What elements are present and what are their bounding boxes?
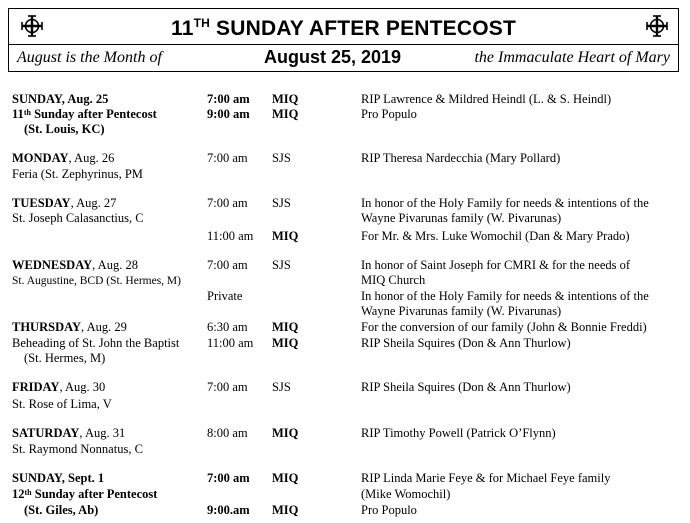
celebrant: SJS — [272, 380, 291, 394]
bulletin-date: August 25, 2019 — [264, 47, 402, 67]
day-heading: TUESDAY, Aug. 27 — [12, 196, 117, 210]
mass-intention: RIP Sheila Squires (Don & Ann Thurlow) — [361, 380, 571, 394]
mass-intention: RIP Lawrence & Mildred Heindl (L. & S. Heindl) — [361, 92, 612, 106]
month-dedication-left: August is the Month of — [17, 49, 162, 66]
celebrant: MIQ — [272, 503, 299, 517]
celebrant: SJS — [272, 258, 291, 272]
mass-time: 7:00 am — [207, 92, 250, 106]
mass-time: 9:00 am — [207, 107, 250, 121]
mass-intention: Pro Populo — [361, 503, 417, 517]
day-heading: FRIDAY, Aug. 30 — [12, 380, 106, 394]
feast-name: Feria (St. Zephyrinus, PM — [12, 167, 143, 181]
celebrant: MIQ — [272, 107, 299, 121]
feast-name: St. Joseph Calasanctius, C — [12, 211, 144, 225]
header-divider — [9, 44, 678, 45]
day-heading: SUNDAY, Sept. 1 — [12, 471, 105, 485]
mass-intention: For the conversion of our family (John & Bonnie Freddi) — [361, 320, 647, 334]
mass-time: 7:00 am — [207, 471, 250, 485]
celebrant: MIQ — [272, 92, 299, 106]
feast-name: St. Rose of Lima, V — [12, 397, 112, 411]
mass-time: 7:00 am — [207, 380, 248, 394]
feast-name: 11th Sunday after Pentecost — [12, 107, 157, 121]
celebrant: MIQ — [272, 336, 299, 350]
feast-name: St. Raymond Nonnatus, C — [12, 442, 143, 456]
celebrant: SJS — [272, 196, 291, 210]
mass-intention: In honor of the Holy Family for needs & intentions of the — [361, 289, 649, 303]
feast-name: 12th Sunday after Pentecost — [12, 487, 158, 501]
mass-time: 7:00 am — [207, 151, 248, 165]
day-heading: THURSDAY, Aug. 29 — [12, 320, 127, 334]
day-heading: SUNDAY, Aug. 25 — [12, 92, 109, 106]
month-dedication-right: the Immaculate Heart of Mary — [474, 49, 670, 66]
mass-time: 11:00 am — [207, 336, 254, 350]
feast-commemoration: (St. Giles, Ab) — [24, 503, 99, 517]
day-heading: SATURDAY, Aug. 31 — [12, 426, 126, 440]
mass-intention-cont: (Mike Womochil) — [361, 487, 451, 501]
page-title: 11TH SUNDAY AFTER PENTECOST — [170, 16, 517, 40]
mass-intention: For Mr. & Mrs. Luke Womochil (Dan & Mary Prado) — [361, 229, 630, 243]
mass-time: 6:30 am — [207, 320, 248, 334]
mass-intention: Pro Populo — [361, 107, 417, 121]
bulletin-header — [8, 8, 679, 72]
mass-intention: RIP Timothy Powell (Patrick O’Flynn) — [361, 426, 556, 440]
mass-intention: In honor of the Holy Family for needs & intentions of the — [361, 196, 649, 210]
celebrant: MIQ — [272, 229, 299, 243]
feast-name: St. Augustine, BCD (St. Hermes, M) — [12, 275, 181, 287]
mass-intention: In honor of Saint Joseph for CMRI & for the needs of — [361, 258, 631, 272]
celebrant: MIQ — [272, 426, 299, 440]
feast-commemoration: (St. Louis, KC) — [24, 122, 105, 136]
mass-time: 9:00.am — [207, 503, 250, 517]
mass-intention-cont: Wayne Pivarunas family (W. Pivarunas) — [361, 211, 562, 225]
celebrant: SJS — [272, 151, 291, 165]
mass-intention-cont: MIQ Church — [361, 273, 426, 287]
mass-intention: RIP Theresa Nardecchia (Mary Pollard) — [361, 151, 561, 165]
celebrant: MIQ — [272, 471, 299, 485]
mass-time: 7:00 am — [207, 196, 248, 210]
mass-intention: RIP Linda Marie Feye & for Michael Feye family — [361, 471, 611, 485]
day-heading: WEDNESDAY, Aug. 28 — [12, 258, 138, 272]
celebrant: MIQ — [272, 320, 299, 334]
feast-commemoration: (St. Hermes, M) — [24, 351, 106, 365]
day-heading: MONDAY, Aug. 26 — [12, 151, 115, 165]
mass-intention: RIP Sheila Squires (Don & Ann Thurlow) — [361, 336, 571, 350]
feast-name: Beheading of St. John the Baptist — [12, 336, 180, 350]
mass-time: 7:00 am — [207, 258, 248, 272]
mass-intention-cont: Wayne Pivarunas family (W. Pivarunas) — [361, 304, 562, 318]
mass-time: Private — [207, 289, 243, 303]
mass-time: 11:00 am — [207, 229, 254, 243]
cross-icon — [646, 15, 668, 37]
mass-time: 8:00 am — [207, 426, 248, 440]
